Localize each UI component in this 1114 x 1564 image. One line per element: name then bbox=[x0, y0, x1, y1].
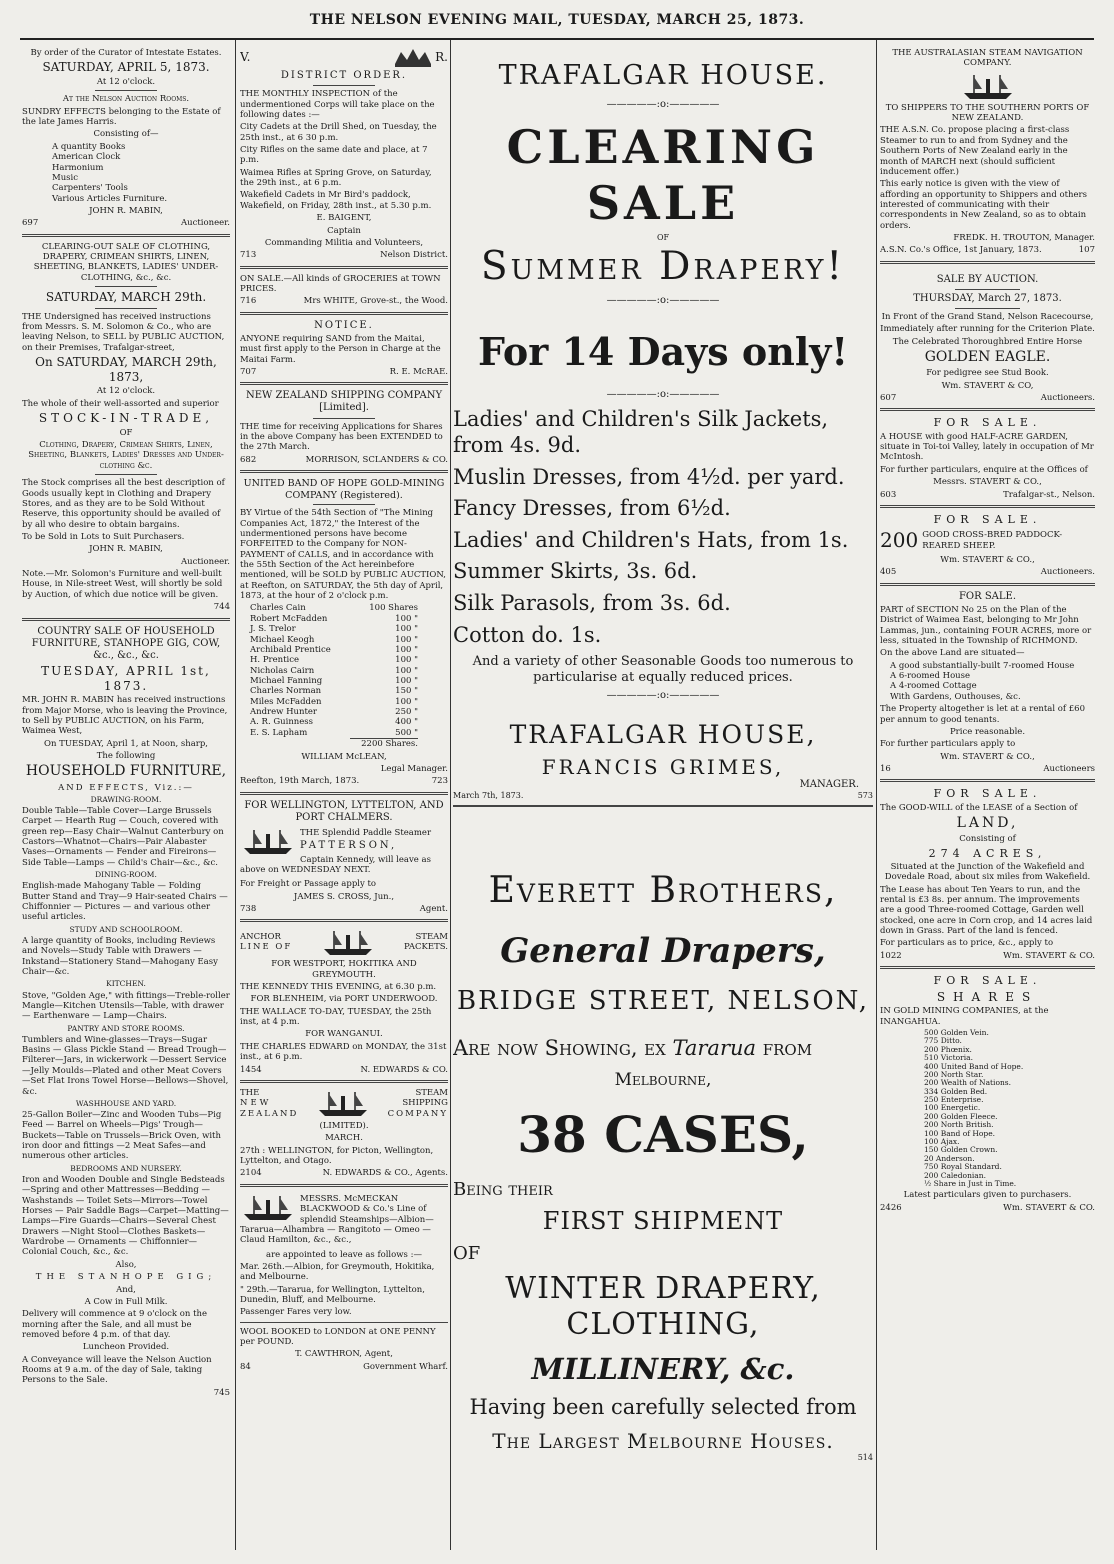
ad-body: A HOUSE with good HALF-ACRE GARDEN, situate in Toi-toi Valley, lately in occupation of Mr McIntosh. bbox=[880, 431, 1094, 463]
table-row: Michael Fanning 100 " bbox=[250, 676, 418, 686]
list-item: Various Articles Furniture. bbox=[52, 193, 168, 204]
ad-lots: To be Sold in Lots to Suit Purchasers. bbox=[22, 531, 185, 542]
notice-ad bbox=[240, 320, 448, 378]
ad-body2: Captain Kennedy, will leave as above on WEDNESDAY NEXT. bbox=[240, 854, 431, 875]
ad-signer: Wm. STAVERT & CO. bbox=[1003, 950, 1095, 961]
ad-following: The following bbox=[96, 751, 156, 762]
ad-body2: This early notice is given with the view of affording an opportunity to Shippers and others interested of communicating with their correspondents in New Zealand, so as to obtain orders. bbox=[880, 179, 1087, 231]
ad-headline: COUNTRY SALE OF HOUSEHOLD FURNITURE, STANHOPE GIG, COW, &c., &c., &c. bbox=[31, 625, 221, 661]
price-line: Cotton do. 1s. bbox=[453, 622, 602, 647]
column-divider bbox=[450, 40, 451, 1550]
ad-lineof: LINE OF bbox=[240, 942, 293, 953]
ad-general-drapers: General Drapers, bbox=[500, 930, 826, 971]
ad-title: THE AUSTRALASIAN STEAM NAVIGATION COMPANY. bbox=[892, 48, 1083, 69]
ad-melbourne: Melbourne, bbox=[614, 1069, 712, 1090]
list-item: 500 Golden Vein. bbox=[924, 1027, 989, 1037]
ad-title: FOR WELLINGTON, LYTTELTON, AND PORT CHALMERS. bbox=[244, 799, 444, 823]
ad-signer: JOHN R. MABIN, bbox=[89, 544, 163, 555]
ornament: —————:o:————— bbox=[606, 690, 720, 701]
ad-body: THE MONTHLY INSPECTION of the undermentioned Corps will take place on the following dates :— bbox=[240, 89, 435, 120]
ad-signer: R. E. McRAE. bbox=[389, 366, 448, 377]
price-line: Ladies' and Children's Silk Jackets, from 4s. 9d. bbox=[453, 407, 829, 458]
table-row: Michael Keogh 100 " bbox=[250, 634, 418, 645]
shares-total: 2200 Shares. bbox=[350, 738, 418, 749]
ad-body: THE time for receiving Applications for Shares in the above Company has been EXTENDED to the 27th March. bbox=[240, 421, 443, 453]
ad-number: 745 bbox=[213, 1387, 230, 1398]
ad-number: 744 bbox=[213, 602, 230, 613]
ad-place: Government Wharf. bbox=[363, 1361, 448, 1372]
ad-body: In Front of the Grand Stand, Nelson Racecourse, bbox=[881, 312, 1094, 323]
ad-number: 738 bbox=[240, 903, 257, 914]
ad-further: For further particulars, enquire at the Offices of bbox=[880, 464, 1088, 475]
section-for-sale-ad bbox=[880, 591, 1095, 775]
ad-delivery: Delivery will commence at 9 o'clock on the morning after the Sale, and all must be removed before 4 p.m. of that day. bbox=[22, 1309, 207, 1340]
list-item: With Gardens, Outhouses, &c. bbox=[890, 691, 1021, 702]
list-item: 150 Golden Crown. bbox=[924, 1145, 998, 1155]
ad-title: Auctioneer. bbox=[181, 556, 230, 567]
ad-on: On SATURDAY, MARCH 29th, 1873, bbox=[35, 355, 217, 384]
ad-count: 200 bbox=[880, 528, 919, 553]
list-item: Carpenters' Tools bbox=[52, 183, 128, 194]
ad-place: Reefton, 19th March, 1873. bbox=[240, 776, 360, 787]
ad-line: Waimea Rifles at Spring Grove, on Saturday, the 29th inst., at 6 p.m. bbox=[240, 167, 432, 189]
list-item: ½ Share in Just in Time. bbox=[924, 1178, 1017, 1188]
column-3 bbox=[453, 46, 873, 1550]
ad-title2: Auctioneers. bbox=[1040, 567, 1095, 578]
ad-title: SALE BY AUCTION. bbox=[936, 273, 1039, 285]
ad-effects: AND EFFECTS, Viz.:— bbox=[58, 782, 194, 793]
ad-time: At 12 o'clock. bbox=[96, 386, 156, 397]
section-body: Tumblers and Wine-glasses—Trays—Sugar Basins — Glass Pickle Stand — Bread Trough—Filterer—Jars, in wickerwork —Dessert Service—Jelly Moulds—Plated and other Meat Covers—Set Flat Irons Towel Horse—Bellows—Shovel, &c. bbox=[22, 1034, 229, 1097]
list-item: Music bbox=[52, 172, 79, 183]
ad-to: TO SHIPPERS TO THE SOUTHERN PORTS OF NEW ZEALAND. bbox=[885, 102, 1090, 124]
list-item: 100 Ajax. bbox=[924, 1137, 960, 1147]
ad-signer: MORRISON, SCLANDERS & CO. bbox=[305, 454, 448, 465]
ad-sign: TRAFALGAR HOUSE, bbox=[509, 720, 817, 750]
ad-freight: For Freight or Passage apply to bbox=[240, 879, 377, 890]
ad-cases: 38 CASES, bbox=[517, 1105, 809, 1165]
ad-acres: 274 ACRES, bbox=[928, 846, 1047, 860]
ad-stock: STOCK-IN-TRADE, bbox=[38, 411, 214, 426]
ad-let: The Property altogether is let at a rental of £60 per annum to good tenants. bbox=[880, 704, 1085, 725]
house-for-sale-ad bbox=[880, 416, 1095, 500]
ad-signer: T. CAWTHRON, Agent, bbox=[295, 1349, 393, 1360]
section-body: A large quantity of Books, including Reviews and Novels—Study Table with Drawers —Inkstand—Stationery Stand—Mahogany Easy Chair—&c. bbox=[22, 935, 218, 977]
ad-signer: JAMES S. CROSS, Jun., bbox=[293, 891, 395, 902]
ad-signer: E. BAIGENT, bbox=[316, 213, 372, 224]
ad-packets: PACKETS. bbox=[403, 942, 448, 953]
ad-lease: The Lease has about Ten Years to run, and the rental is £3 8s. per annum. The improvements are a good Three-roomed Cottage, Garden well stocked, one acre in Corn crop, and 14 acres laid down in Grass. Part of the land is fenced. bbox=[880, 884, 1093, 937]
ad-manager: MANAGER. bbox=[799, 779, 859, 791]
ad-of: OF bbox=[453, 1242, 481, 1264]
ad-fares: Passenger Fares very low. bbox=[240, 1307, 352, 1318]
ad-signer: WILLIAM McLEAN, bbox=[301, 751, 387, 762]
ad-number: 607 bbox=[880, 393, 897, 403]
section-body: 25-Gallon Boiler—Zinc and Wooden Tubs—Pig Feed — Barrel on Wheels—Pigs' Trough—Buckets—Table on Trussels—Brick Oven, with iron door and fittings —2 Meat Safes—and numerous other articles. bbox=[22, 1110, 222, 1162]
ad-date: SATURDAY, MARCH 29th. bbox=[45, 290, 207, 305]
band-of-hope-ad bbox=[240, 478, 448, 787]
ad-signer: Wm. STAVERT & CO., bbox=[940, 751, 1035, 762]
ad-title: FOR SALE. bbox=[933, 416, 1042, 430]
ad-route: FOR BLENHEIM, via PORT UNDERWOOD. bbox=[250, 994, 438, 1005]
ad-rank: Captain bbox=[327, 225, 361, 236]
ad-the: THE bbox=[240, 1087, 260, 1098]
mcmeckan-blackwood-ad bbox=[240, 1192, 448, 1372]
ad-signer: N. EDWARDS & CO., Agents. bbox=[322, 1168, 448, 1179]
list-item: 200 North Star. bbox=[924, 1069, 984, 1079]
column-2 bbox=[240, 46, 448, 1550]
royal-arms-icon bbox=[391, 46, 435, 68]
section-heading: KITCHEN. bbox=[106, 979, 146, 989]
section-heading: BEDROOMS AND NURSERY. bbox=[70, 1163, 182, 1173]
shareholder-table bbox=[240, 603, 448, 749]
section-heading: DRAWING-ROOM. bbox=[90, 794, 162, 804]
ad-from: from bbox=[762, 1036, 813, 1061]
ad-signer: JOHN R. MABIN, bbox=[89, 205, 163, 216]
ad-number: 16 bbox=[880, 763, 891, 774]
ad-everett: Everett Brothers, bbox=[488, 870, 838, 912]
ad-line: City Cadets at the Drill Shed, on Tuesday, the 25th inst., at 6 30 p.m. bbox=[240, 122, 437, 143]
ad-order: By order of the Curator of Intestate Estates. bbox=[30, 48, 222, 58]
ad-number: 573 bbox=[857, 791, 873, 801]
ad-body: PART of SECTION No 25 on the Plan of the District of Waimea East, belonging to Mr John Lammas, jun., containing FOUR ACRES, more or less, situated in the Township of RICHMOND. bbox=[880, 604, 1092, 647]
ad-para: The Stock comprises all the best description of Goods usually kept in Clothing and Drapery Stores, and as they are to be Sold Without Reserve, this opportunity should be availed of by all who desire to obtain bargains. bbox=[22, 478, 225, 530]
ad-signer: Wm. STAVERT & CO. bbox=[1003, 1202, 1095, 1213]
ad-sailing: THE CHARLES EDWARD on MONDAY, the 31st inst., at 6 p.m. bbox=[240, 1041, 447, 1063]
list-item: 20 Anderson. bbox=[924, 1153, 975, 1163]
ad-limited: (LIMITED). bbox=[319, 1120, 369, 1131]
list-item: Harmonium bbox=[52, 162, 104, 173]
ad-steam: STEAM bbox=[415, 1087, 448, 1098]
ad-body: 27th : WELLINGTON, for Picton, Wellington, Lyttelton, and Otago. bbox=[240, 1145, 434, 1167]
ad-showing: Are now Showing, ex bbox=[453, 1036, 666, 1061]
ad-title: NEW ZEALAND SHIPPING COMPANY [Limited]. bbox=[245, 390, 443, 414]
ad-house-title: TRAFALGAR HOUSE. bbox=[498, 60, 828, 91]
ad-summer-drapery: Summer Drapery! bbox=[480, 244, 846, 290]
list-item: 200 Golden Fleece. bbox=[924, 1111, 998, 1121]
ad-signer: N. EDWARDS & CO. bbox=[360, 1064, 448, 1075]
ad-number: 2426 bbox=[880, 1202, 902, 1213]
ornament: —————:o:————— bbox=[606, 389, 720, 401]
ad-title2: Auctioneers bbox=[1043, 763, 1095, 774]
ad-number: 107 bbox=[1078, 245, 1095, 256]
ad-title2: Legal Manager. bbox=[380, 763, 448, 774]
ad-role: Commanding Militia and Volunteers, bbox=[264, 237, 424, 248]
nz-steam-shipping-ad bbox=[240, 1088, 448, 1179]
section-body: Iron and Wooden Double and Single Bedsteads—Spring and other Mattresses—Bedding — Washstands — Toilet Sets—Mirrors—Towel Horses — Pair Saddle Bags—Carpet—Matting—Lamps—Fire Guards—Chairs—Several Chest Drawers —Night Stool—Clothes Baskets—Wardrobe — Ornaments — Chiffonnier—Colonial Couch, &c., &c. bbox=[22, 1174, 229, 1258]
ad-route: FOR WESTPORT, HOKITIKA AND GREYMOUTH. bbox=[271, 959, 417, 980]
ad-place: Trafalgar-st., Nelson. bbox=[1003, 489, 1095, 500]
ad-fourteen-days: For 14 Days only! bbox=[477, 328, 849, 374]
list-item: A 4-roomed Cottage bbox=[890, 681, 977, 692]
ad-zealand: ZEALAND bbox=[240, 1108, 299, 1119]
ad-title2: Auctioneers. bbox=[1040, 393, 1095, 403]
table-row: Andrew Hunter 250 " bbox=[250, 707, 418, 718]
ad-title: FOR SALE. bbox=[933, 974, 1042, 988]
ad-time: At 12 o'clock. bbox=[96, 76, 156, 87]
ad-title: DISTRICT ORDER. bbox=[280, 70, 408, 81]
ad-consisting: Consisting of bbox=[959, 834, 1016, 845]
section-body: Stove, "Golden Age," with fittings—Treble-roller Mangle—Kitchen Utensils—Table, with drawer — Earthenware — Lamp—Chairs. bbox=[22, 990, 230, 1022]
column-1 bbox=[22, 46, 230, 1550]
ad-signer: Wm. STAVERT & CO., bbox=[940, 555, 1035, 566]
ad-in: IN GOLD MINING COMPANIES, at the INANGAHUA. bbox=[880, 1006, 1049, 1027]
column-4 bbox=[880, 46, 1095, 1550]
ad-of: OF bbox=[656, 233, 670, 243]
section-body: English-made Mahogany Table — Folding Butter Stand and Tray—9 Hair-seated Chairs — Chiffonnier — Pictures — and various other useful articles. bbox=[22, 881, 228, 923]
ad-ship: PATTERSON, bbox=[300, 840, 398, 852]
ad-number: 603 bbox=[880, 489, 897, 500]
ad-whole: The whole of their well-assorted and superior bbox=[22, 398, 219, 409]
ad-number: 716 bbox=[240, 296, 257, 307]
ad-date: THURSDAY, March 27, 1873. bbox=[913, 292, 1062, 304]
ad-number: 84 bbox=[240, 1361, 251, 1372]
shipping-company-ad bbox=[240, 390, 448, 465]
ad-number: 682 bbox=[240, 454, 257, 465]
curator-sale-ad bbox=[22, 48, 230, 229]
ad-number: 707 bbox=[240, 366, 257, 377]
column-divider bbox=[876, 40, 877, 1550]
list-item: A good substantially-built 7-roomed House bbox=[890, 660, 1075, 671]
ad-shipping: SHIPPING bbox=[402, 1098, 448, 1109]
ad-appointed: are appointed to leave as follows :— bbox=[266, 1249, 422, 1260]
ad-company: COMPANY bbox=[387, 1108, 448, 1119]
ad-body: ON SALE.—All kinds of GROCERIES at TOWN PRICES. bbox=[240, 273, 441, 294]
ad-goodwill: The GOOD-WILL of the LEASE of a Section of bbox=[880, 802, 1078, 813]
ad-gig: THE STANHOPE GIG; bbox=[35, 1272, 217, 1283]
everett-brothers-ad bbox=[453, 869, 873, 1463]
ad-anchor: ANCHOR bbox=[240, 931, 281, 942]
masthead: THE NELSON EVENING MAIL, TUESDAY, MARCH 25, 1873. bbox=[309, 12, 805, 28]
ad-title: Auctioneer. bbox=[181, 218, 230, 229]
price-line: Fancy Dresses, from 6½d. bbox=[453, 496, 731, 521]
country-sale-ad bbox=[22, 626, 230, 1399]
list-item: 250 Enterprise. bbox=[924, 1095, 984, 1105]
ad-line: Wakefield Cadets in Mr Bird's paddock, Wakefield, on Friday, 28th inst., at 5.30 p.m. bbox=[240, 190, 432, 211]
ad-body: BY Virtue of the 54th Section of "The Mining Companies Act, 1872," the Interest of the undermentioned persons have become FORFEITED to the Company for NON-PAYMENT of CALLS, and in accordance with the 55th Section of the Act hereinbefore mentioned, will be SOLD by PUBLIC AUCTION, at Reefton, on SATURDAY, the 5th day of April, 1873, at the hour of 2 o'clock p.m. bbox=[240, 508, 446, 602]
ad-consisting: Consisting of— bbox=[93, 129, 159, 140]
ad-also: Also, bbox=[115, 1259, 137, 1270]
ornament: —————:o:————— bbox=[606, 294, 720, 306]
list-item: 775 Ditto. bbox=[924, 1036, 962, 1046]
ad-horse-name: GOLDEN EAGLE. bbox=[924, 349, 1051, 366]
ad-clearing-sale: CLEARING SALE bbox=[506, 120, 820, 231]
ad-body: THE A.S.N. Co. propose placing a first-class Steamer to run to and from Sydney and the Southern Ports of New Zealand early in the month of MARCH next (should sufficient inducement offer.) bbox=[880, 125, 1070, 177]
ad-note: Note.—Mr. Solomon's Furniture and well-built House, in Nile-street West, will shortly be sold by Auction, of which due notice will be given. bbox=[22, 569, 223, 600]
list-item: 100 Band of Hope. bbox=[924, 1128, 996, 1138]
ad-latest: Latest particulars given to purchasers. bbox=[903, 1190, 1072, 1201]
ad-number: 723 bbox=[431, 776, 448, 787]
ad-horse: The Celebrated Thoroughbred Entire Horse bbox=[892, 336, 1083, 347]
ad-sailing: THE WALLACE TO-DAY, TUESDAY, the 25th inst, at 4 p.m. bbox=[240, 1006, 432, 1028]
ad-number: 697 bbox=[22, 218, 39, 229]
groceries-ad bbox=[240, 274, 448, 307]
ad-body: GOOD CROSS-BRED PADDOCK-REARED SHEEP. bbox=[922, 530, 1063, 551]
section-heading: WASHHOUSE AND YARD. bbox=[75, 1098, 177, 1108]
ad-headline: CLEARING-OUT SALE OF CLOTHING, DRAPERY, CRIMEAN SHIRTS, LINEN, SHEETING, BLANKETS, LADIES' UNDER-CLOTHING, &c., &c. bbox=[33, 241, 219, 283]
ad-land: LAND, bbox=[956, 815, 1019, 832]
ad-line: City Rifles on the same date and place, at 7 p.m. bbox=[240, 144, 428, 166]
ad-date: March 7th, 1873. bbox=[453, 791, 524, 801]
ad-wool: WOOL BOOKED to LONDON at ONE PENNY per POUND. bbox=[240, 1326, 436, 1348]
district-order-ad bbox=[240, 46, 448, 261]
section-body: Double Table—Table Cover—Large Brussels Carpet — Hearth Rug — Couch, covered with green rep—Easy Chair—Walnut Canterbury on Castors—Whatnot—Chairs—Pair Alabaster Vases—Ornaments — Fender and Fireirons—Side Table—Lamps — Child's Chair—&c., &c. bbox=[22, 806, 224, 868]
ad-firm: Messrs. STAVERT & CO., bbox=[933, 477, 1042, 488]
clearing-out-sale-ad bbox=[22, 242, 230, 613]
steamship-icon bbox=[320, 927, 376, 957]
ad-number: 514 bbox=[857, 1453, 873, 1463]
ad-signer: FREDK. H. TROUTON, Manager. bbox=[953, 233, 1095, 244]
ad-conveyance: A Conveyance will leave the Nelson Auction Rooms at 9 a.m. of the day of Sale, taking Persons to the Sale. bbox=[22, 1354, 212, 1386]
ad-price: Price reasonable. bbox=[949, 726, 1026, 737]
ad-situated: Situated at the Junction of the Wakefield and Dovedale Road, about six miles from Wakefield. bbox=[884, 861, 1091, 883]
ad-and: And, bbox=[116, 1284, 136, 1295]
price-line: Muslin Dresses, from 4½d. per yard. bbox=[453, 464, 845, 489]
ad-intro: SUNDRY EFFECTS belonging to the Estate of the late James Harris. bbox=[22, 106, 221, 128]
ad-shares: SHARES bbox=[936, 989, 1039, 1004]
ad-cow: A Cow in Full Milk. bbox=[84, 1296, 168, 1307]
anchor-line-ad bbox=[240, 927, 448, 1075]
list-item: 750 Royal Standard. bbox=[924, 1162, 1002, 1172]
list-item: 200 North British. bbox=[924, 1120, 994, 1130]
ad-role: Agent. bbox=[419, 903, 448, 914]
ad-pedigree: For pedigree see Stud Book. bbox=[926, 368, 1049, 379]
list-item: 200 Wealth of Nations. bbox=[924, 1078, 1012, 1088]
list-item: 400 United Band of Hope. bbox=[924, 1061, 1024, 1071]
ad-largest: The Largest Melbourne Houses. bbox=[492, 1428, 834, 1453]
list-item: 334 Golden Bed. bbox=[924, 1086, 988, 1096]
ad-body1: THE Splendid Paddle Steamer bbox=[300, 827, 432, 838]
shares-for-sale-ad bbox=[880, 974, 1095, 1213]
ad-date: TUESDAY, APRIL 1st, 1873. bbox=[41, 664, 211, 693]
vr-left: V. bbox=[240, 49, 251, 64]
table-row: Miles McFadden 100 " bbox=[250, 696, 418, 707]
sheep-for-sale-ad bbox=[880, 513, 1095, 578]
lease-for-sale-ad bbox=[880, 787, 1095, 961]
ad-office: A.S.N. Co.'s Office, 1st January, 1873. bbox=[880, 245, 1042, 256]
ad-number: 2104 bbox=[240, 1168, 262, 1179]
ad-title: FOR SALE. bbox=[933, 512, 1042, 526]
ad-situated: On the above Land are situated— bbox=[880, 648, 1025, 659]
auction-horse-ad bbox=[880, 274, 1095, 404]
ad-number: 405 bbox=[880, 567, 897, 578]
ad-grimes: FRANCIS GRIMES, bbox=[541, 754, 785, 779]
list-item: 100 Energetic. bbox=[924, 1103, 981, 1113]
ad-lunch: Luncheon Provided. bbox=[82, 1342, 170, 1353]
ad-body: MESSRS. McMECKAN BLACKWOOD & Co.'s Line of splendid Steamships—Albion—Tararua—Alhambra — Rangitoto — Omeo — Claud Hamilton, &c., &c., bbox=[240, 1193, 434, 1246]
ad-sailing: Mar. 26th.—Albion, for Greymouth, Hokitika, and Melbourne. bbox=[240, 1261, 435, 1283]
steamship-icon bbox=[240, 1192, 296, 1222]
list-item: 200 Phœnix. bbox=[924, 1044, 972, 1054]
table-row: A. R. Guinness 400 " bbox=[250, 717, 418, 728]
ad-number: 713 bbox=[240, 250, 257, 261]
ad-first-shipment: FIRST SHIPMENT bbox=[542, 1207, 784, 1236]
ad-march: MARCH. bbox=[325, 1133, 363, 1144]
list-item: A 6-roomed House bbox=[890, 671, 971, 682]
ad-title: FOR SALE. bbox=[933, 787, 1042, 801]
ad-sailing: THE KENNEDY THIS EVENING, at 6.30 p.m. bbox=[240, 982, 437, 993]
ad-goods: Clothing, Drapery, Crimean Shirts, Linen, Sheeting, Blankets, Ladies' Dresses and Under-clothing &c. bbox=[28, 440, 224, 471]
ad-signer: Wm. STAVERT & CO, bbox=[941, 380, 1034, 391]
ad-millinery: MILLINERY, &c. bbox=[531, 1351, 795, 1386]
ad-signer: Mrs WHITE, Grove-st., the Wood. bbox=[303, 296, 448, 307]
steamship-icon bbox=[240, 826, 296, 856]
section-heading: DINING-ROOM. bbox=[95, 870, 157, 880]
ad-being: Being their bbox=[453, 1179, 553, 1201]
price-line: Ladies' and Children's Hats, from 1s. bbox=[453, 527, 849, 552]
ad-new: NEW bbox=[240, 1098, 272, 1109]
ad-body: ANYONE requiring SAND from the Maitai, must first apply to the Person in Charge at the Maitai Farm. bbox=[240, 333, 441, 365]
ad-sailing: " 29th.—Tararua, for Wellington, Lyttelton, Dunedin, Bluff, and Melbourne. bbox=[240, 1284, 425, 1306]
ad-further: For further particulars apply to bbox=[880, 739, 1016, 750]
price-line: Silk Parasols, from 3s. 6d. bbox=[453, 591, 731, 616]
trafalgar-house-ad bbox=[453, 60, 873, 801]
ad-date: SATURDAY, APRIL 5, 1873. bbox=[42, 60, 210, 75]
list-item: 200 Caledonian. bbox=[924, 1170, 986, 1180]
vr-right: R. bbox=[435, 49, 448, 64]
ad-winter: WINTER DRAPERY, CLOTHING, bbox=[505, 1270, 821, 1343]
steamship-icon bbox=[315, 1088, 371, 1118]
list-item: A quantity Books bbox=[52, 141, 126, 152]
ad-further: For particulars as to price, &c., apply to bbox=[880, 938, 1054, 949]
list-item: American Clock bbox=[52, 152, 121, 163]
ad-body2: Immediately after running for the Criterion Plate. bbox=[880, 324, 1095, 335]
ad-number: 1454 bbox=[240, 1064, 262, 1075]
ad-household-furniture: HOUSEHOLD FURNITURE, bbox=[25, 763, 227, 780]
ad-title: FOR SALE. bbox=[958, 590, 1017, 602]
ad-title: UNITED BAND OF HOPE GOLD-MINING COMPANY (Registered). bbox=[243, 478, 445, 501]
paddle-steamer-ad bbox=[240, 800, 448, 915]
table-row: H. Prentice 100 " bbox=[250, 655, 418, 666]
ad-variety: And a variety of other Seasonable Goods too numerous to particularise at equally reduced prices. bbox=[472, 654, 854, 686]
price-line: Summer Skirts, 3s. 6d. bbox=[453, 559, 698, 584]
ad-place: At the Nelson Auction Rooms. bbox=[62, 94, 190, 105]
table-row: Archibald Prentice 100 " bbox=[250, 644, 418, 655]
table-row: Robert McFadden 100 " bbox=[250, 613, 418, 624]
table-row: E. S. Lapham 500 " bbox=[250, 727, 418, 738]
ad-body: THE Undersigned has received instructions from Messrs. S. M. Solomon & Co., who are leaving Nelson, to SELL by PUBLIC AUCTION, on their Premises, Trafalgar-street, bbox=[22, 311, 225, 353]
section-heading: STUDY AND SCHOOLROOM. bbox=[69, 924, 183, 934]
shares-list bbox=[880, 1029, 1095, 1188]
steamship-icon bbox=[960, 71, 1016, 101]
ad-of: OF bbox=[119, 427, 133, 438]
ad-district: Nelson District. bbox=[380, 250, 448, 261]
ad-street: BRIDGE STREET, NELSON, bbox=[456, 986, 870, 1017]
masthead-rule bbox=[20, 38, 1094, 40]
asn-company-ad bbox=[880, 48, 1095, 256]
ad-steam: STEAM bbox=[415, 931, 448, 942]
ad-having: Having been carefully selected from bbox=[469, 1395, 857, 1420]
table-row: J. S. Trelor 100 " bbox=[250, 624, 418, 635]
ad-title: NOTICE. bbox=[314, 319, 374, 331]
table-row: Nicholas Cairn 100 " bbox=[250, 665, 418, 676]
column-divider bbox=[235, 40, 236, 1550]
ad-number: 1022 bbox=[880, 950, 902, 961]
ad-body: MR. JOHN R. MABIN has received instructions from Major Morse, who is leaving the Province, to Sell by PUBLIC AUCTION, on his Farm, Waimea West, bbox=[22, 695, 228, 737]
table-row: Charles Cain 100 Shares bbox=[250, 603, 418, 614]
table-row: Charles Norman 150 " bbox=[250, 686, 418, 697]
ad-ship: Tararua bbox=[672, 1036, 757, 1061]
ad-on: On TUESDAY, April 1, at Noon, sharp, bbox=[44, 738, 208, 749]
ornament: —————:o:————— bbox=[606, 98, 720, 110]
ad-route: FOR WANGANUI. bbox=[305, 1029, 383, 1040]
section-heading: PANTRY AND STORE ROOMS. bbox=[67, 1023, 185, 1033]
list-item: 510 Victoria. bbox=[924, 1053, 973, 1063]
